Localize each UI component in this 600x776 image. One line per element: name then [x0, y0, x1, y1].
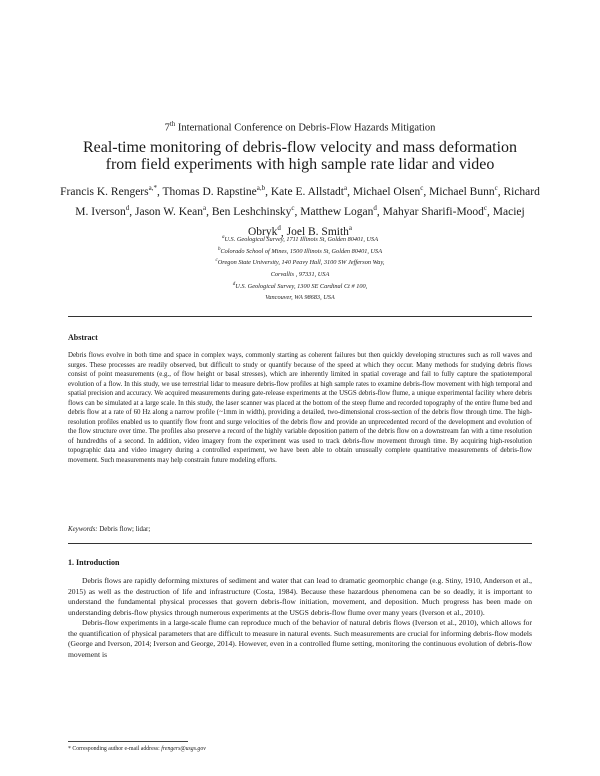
conference-ordinal: th	[169, 120, 176, 128]
author-name: Joel B. Smith	[286, 226, 349, 239]
author-name: Michael Bunn	[429, 185, 495, 198]
author	[300, 206, 377, 218]
introduction-heading: 1. Introduction	[68, 558, 120, 567]
intro-paragraph-2: Debris-flow experiments in a large-scale flume can reproduce much of the behavior of natural debris flows (Iverson et al., 2010), which allows for the quantification of physical parameters that are difficult to measure in natural events. Such measurements are crucial for informing debris-flow models (George and Iverson, 2014; Iverson and George, 2014). However, even in a controlled flume setting, monitoring the continuous evolution of debris-flow movement is	[68, 618, 532, 659]
author-affiliation-mark: c	[494, 184, 498, 192]
affiliation	[150, 268, 450, 280]
footnote-label: * Corresponding author e-mail address:	[68, 746, 162, 752]
author-name: Thomas D. Rapstine	[162, 185, 257, 198]
affiliation	[150, 245, 450, 257]
abstract-text: Debris flows evolve in both time and space in complex ways, commonly starting as coherent failures but then quickly developing structures such as roll waves and surges. These processes are readily observed, but difficult to study or quantify because of the speed at which they occur. Many methods for studying debris flows consist of point measurements (e.g., of flow height or basal stresses), which are inherently limited in spatial coverage and fail to fully capture the spatiotemporal evolution of a flow. In this study, we use terrestrial lidar to measure debris-flow profiles at high sample rates to examine debris-flow movement with high temporal and spatial precision and accuracy. We acquired measurements during gate-release experiments at the USGS debris-flow flume, a unique experimental facility where debris flows can be simulated at a large scale. In this study, the laser scanner was placed at the bottom of the steep flume and recorded topography of the entire flume bed and debris flow at a rate of 60 Hz along a narrow profile (~1mm in width), providing a detailed, two-dimensional cross-section of the debris flow through time. The high-resolution profiles enabled us to quantify flow front and surge velocities of the debris flow and provide an unprecedented record of the development and evolution of the flow structure over time. The profiles also preserve a record of the highly variable deposition pattern of the debris flow on a downstream fan with a time resolution of hundredths of a second. In addition, video imagery from the experiment was used to track debris-flow movement through time. By acquiring high-resolution topographic data and video imagery during a controlled experiment, we have been able to obtain unusually complete quantitative measurements of debris-flow movement. Such measurements may help constrain future modeling efforts.	[68, 352, 532, 464]
author-name: Matthew Logan	[300, 206, 374, 219]
affiliation	[150, 291, 450, 303]
affiliation-text: U.S. Geological Survey, 1300 SE Cardinal Ct # 100,	[235, 282, 368, 290]
abstract-rule	[68, 543, 532, 544]
author	[383, 206, 487, 218]
author-name: Francis K. Rengers	[60, 185, 149, 198]
affiliation-text: Corvallis , 97331, USA	[270, 271, 330, 279]
author-affiliation-mark: c	[483, 204, 488, 213]
conference-number: 7	[164, 122, 170, 134]
author-name: Maciej Obryk	[247, 206, 525, 239]
keywords-text: Debris flow; lidar;	[97, 526, 151, 533]
keywords-label: Keywords:	[68, 526, 98, 533]
author-affiliation-mark: a	[344, 184, 348, 192]
conference-name: International Conference on Debris-Flow Hazards Mitigation	[175, 122, 436, 134]
keywords	[68, 526, 150, 533]
affiliation-mark: c	[215, 258, 218, 264]
affiliation-mark: d	[232, 281, 236, 287]
author-name: Michael Olsen	[352, 185, 421, 198]
author-affiliation-mark: c	[420, 184, 424, 192]
author-affiliation-mark: a,b	[256, 184, 266, 192]
author-affiliation-mark: a,*	[148, 184, 157, 192]
author-affiliation-mark: d	[373, 204, 377, 213]
affiliation-mark: b	[217, 246, 221, 252]
title-line-2: from field experiments with high sample rate lidar and video	[105, 156, 495, 173]
author	[60, 186, 157, 198]
footnote	[68, 746, 206, 752]
author-affiliation-mark: a	[348, 224, 353, 233]
corresponding-email: frengers@usgs.gov	[161, 746, 206, 752]
title-line-1: Real-time monitoring of debris-flow velocity and mass deformation	[82, 139, 518, 156]
author-name: Mahyar Sharifi-Mood	[382, 206, 484, 219]
affiliation	[150, 256, 450, 268]
author-name: Jason W. Kean	[134, 206, 204, 219]
affiliation-text: U.S. Geological Survey, 1711 Illinois St, Golden 80401, USA	[224, 236, 379, 244]
affiliation-mark: a	[221, 235, 225, 240]
conference-header	[0, 120, 600, 134]
author	[163, 186, 266, 198]
author	[353, 186, 424, 198]
footnote-rule	[68, 741, 188, 742]
paper-title	[60, 139, 540, 173]
header-rule	[68, 316, 532, 317]
abstract-heading: Abstract	[68, 333, 98, 342]
author-affiliation-mark: d	[277, 224, 281, 233]
author-list: Francis K. Rengers$^{a,*}$, Thomas D. Rapstine$^{a,b}$, Kate E. Allstadt$^a$, Michael Olsen$^c$, Michael Bunn$^c$, Richard M. Iverson$^d$, Jason W. Kean$^a$, Ben Leshchinsky$^c$, Matthew Logan$^d$, Mahyar Sharifi-Mood$^c$, Maciej Obryk$^d$, Joel B. Smith$^a$	[60, 184, 540, 239]
author-name: Richard M. Iverson	[75, 185, 540, 219]
author-affiliation-mark: a	[203, 204, 207, 213]
author	[429, 186, 498, 198]
intro-paragraph-1: Debris flows are rapidly deforming mixtures of sediment and water that can lead to dramatic geomorphic change (e.g. Stiny, 1910, Anderson et al., 2015) as well as the destruction of life and infrastructure (Costa, 1984). Because these hazardous phenomena can be so deadly, it is important to understand the fundamental physical processes that govern debris-flow initiation, movement, and deposition. Much progress has been made on understanding debris-flow physics through numerous experiments at the USGS debris-flow flume over many years (Iverson et al., 2010).	[68, 576, 532, 617]
affiliation-list	[150, 233, 450, 303]
author-affiliation-mark: c	[291, 204, 295, 213]
introduction-body	[68, 576, 532, 660]
affiliation	[150, 233, 450, 245]
affiliation-text: Colorado School of Mines, 1500 Illinois St, Golden 80401, USA	[220, 247, 383, 255]
author-affiliation-mark: d	[125, 204, 130, 213]
affiliation-text: Oregon State University, 140 Peavy Hall, 3100 SW Jefferson Way,	[217, 259, 385, 267]
author-name: Ben Leshchinsky	[211, 206, 292, 219]
affiliation-text: Vancouver, WA 98683, USA	[265, 294, 335, 302]
author	[271, 186, 347, 198]
affiliation	[150, 280, 450, 292]
author	[212, 206, 295, 218]
author-name: Kate E. Allstadt	[270, 185, 344, 198]
author	[135, 206, 206, 218]
